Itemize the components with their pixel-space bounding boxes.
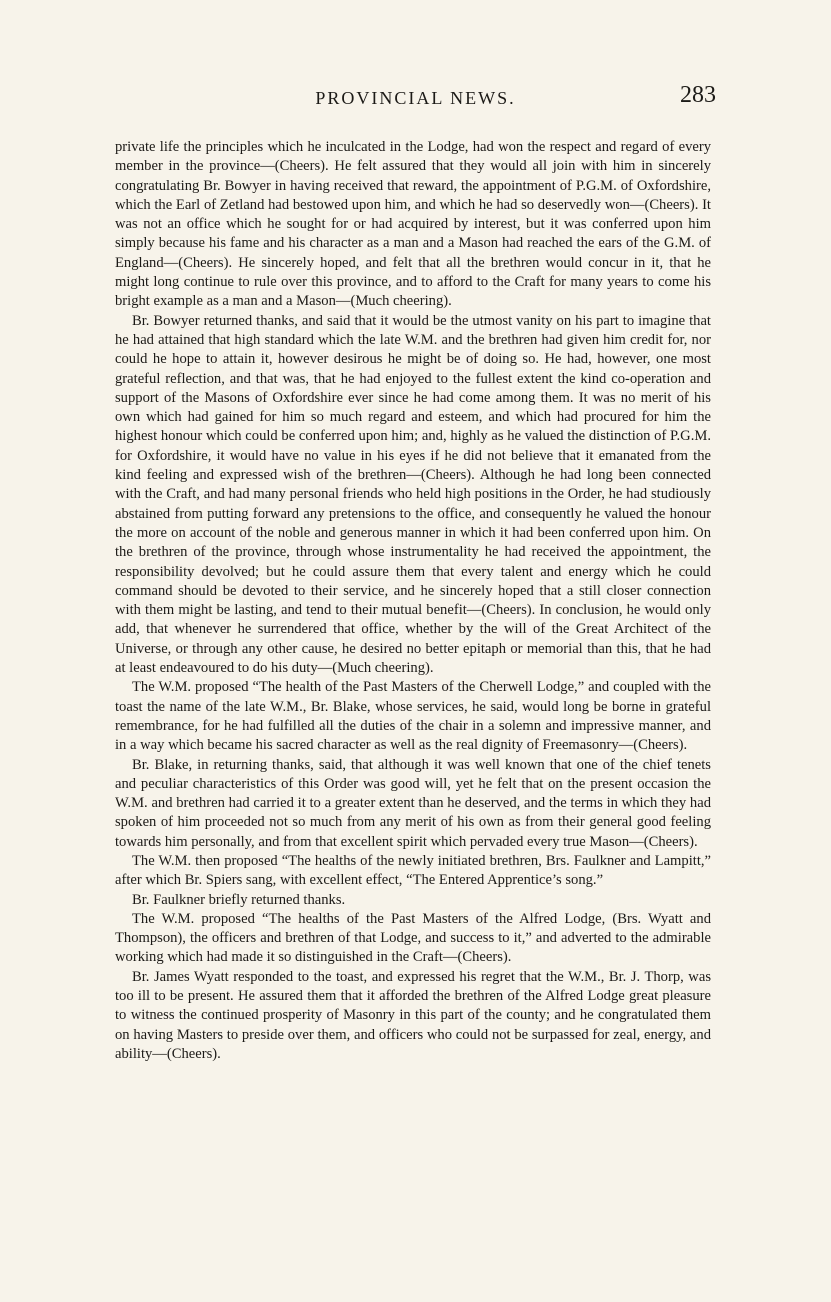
paragraph: The W.M. proposed “The healths of the Past Masters of the Alfred Lodge, (Brs. Wyatt and Thompson), the officers and brethren of that Lodge, and success to it,” and adverted to the admirable working which had made it so distinguished in the Craft—(Cheers). bbox=[115, 910, 711, 966]
paragraph: Br. James Wyatt responded to the toast, and expressed his regret that the W.M., Br. J. Thorp, was too ill to be present. He assured them that it afforded the brethren of the Alfred Lodge great pleasure to witness the continued prosperity of Masonry in this part of the county; and he congratulated them on having Masters to preside over them, and officers who could not be surpassed for zeal, energy, and ability—(Cheers). bbox=[115, 968, 711, 1062]
paragraph: Br. Faulkner briefly returned thanks. bbox=[132, 891, 346, 908]
page-header bbox=[0, 78, 831, 114]
paragraph: The W.M. proposed “The health of the Past Masters of the Cherwell Lodge,” and coupled with the toast the name of the late W.M., Br. Blake, whose services, he said, would long be borne in grateful remembrance, for he had fulfilled all the duties of the chair in a solemn and impressive manner, and in a way which became his sacred character as well as the real dignity of Freemasonry—(Cheers). bbox=[115, 679, 711, 754]
paragraph: Br. Blake, in returning thanks, said, that although it was well known that one of the chief tenets and peculiar characteristics of this Order was good will, yet he felt that on the present occasion the W.M. and brethren had carried it to a greater extent than he deserved, and the terms in which they had spoken of him proceeded not so much from any merit of his own as from their general good feeling towards him personally, and from that excellent spirit which pervaded every true Mason—(Cheers). bbox=[115, 756, 711, 850]
paragraph: The W.M. then proposed “The healths of the newly initiated brethren, Brs. Faulkner and Lampitt,” after which Br. Spiers sang, with excellent effect, “The Entered Apprentice’s song.” bbox=[115, 852, 711, 889]
article-body bbox=[115, 138, 711, 1064]
paragraph: Br. Bowyer returned thanks, and said that it would be the utmost vanity on his part to imagine that he had attained that high standard which the late W.M. and the brethren had given him credit for, nor could he hope to attain it, however desirous he might be of doing so. He had, however, one most grateful reflection, and that was, that he had enjoyed to the fullest extent the kind co-operation and support of the Masons of Oxfordshire ever since he had come among them. It was no merit of his own which had gained for him so much regard and esteem, and which had procured for him the highest honour which could be conferred upon him; and, highly as he valued the distinction of P.G.M. for Oxfordshire, it would have no value in his eyes if he did not believe that it emanated from the kind feeling and expressed wish of the brethren—(Cheers). Although he had long been connected with the Craft, and had many personal friends who held high positions in the Order, he had studiously abstained from putting forward any pretensions to the office, and consequently he valued the honour the more on account of the noble and generous manner in which it had been conferred upon him. On the brethren of the province, through whose instrumentality he had received the appointment, the responsibility devolved; but he could assure them that every talent and energy which he could command should be devoted to their service, and he sincerely hoped that a still closer connection with them might be lasting, and tend to their mutual benefit—(Cheers). In conclusion, he would only add, that whenever he surrendered that office, whether by the will of the Great Architect of the Universe, or through any other cause, he desired no better epitaph or memorial than this, that he had at least endeavoured to do his duty—(Much cheering). bbox=[115, 312, 711, 677]
paragraph: private life the principles which he inculcated in the Lodge, had won the respect and regard of every member in the province—(Cheers). He felt assured that they would all join with him in sincerely congratulating Br. Bowyer in having received that reward, the appointment of P.G.M. of Oxfordshire, which the Earl of Zetland had bestowed upon him, and which he had so deservedly won—(Cheers). It was not an office which he sought for or had acquired by interest, but it was conferred upon him simply because his fame and his character as a man and a Mason had reached the ears of the G.M. of England—(Cheers). He sincerely hoped, and felt that all the brethren would concur in it, that he might long continue to rule over this province, and to afford to the Craft for many years to come his bright example as a man and a Mason—(Much cheering). bbox=[115, 139, 711, 310]
page-number: 283 bbox=[680, 82, 716, 108]
running-head: PROVINCIAL NEWS. bbox=[315, 88, 516, 108]
